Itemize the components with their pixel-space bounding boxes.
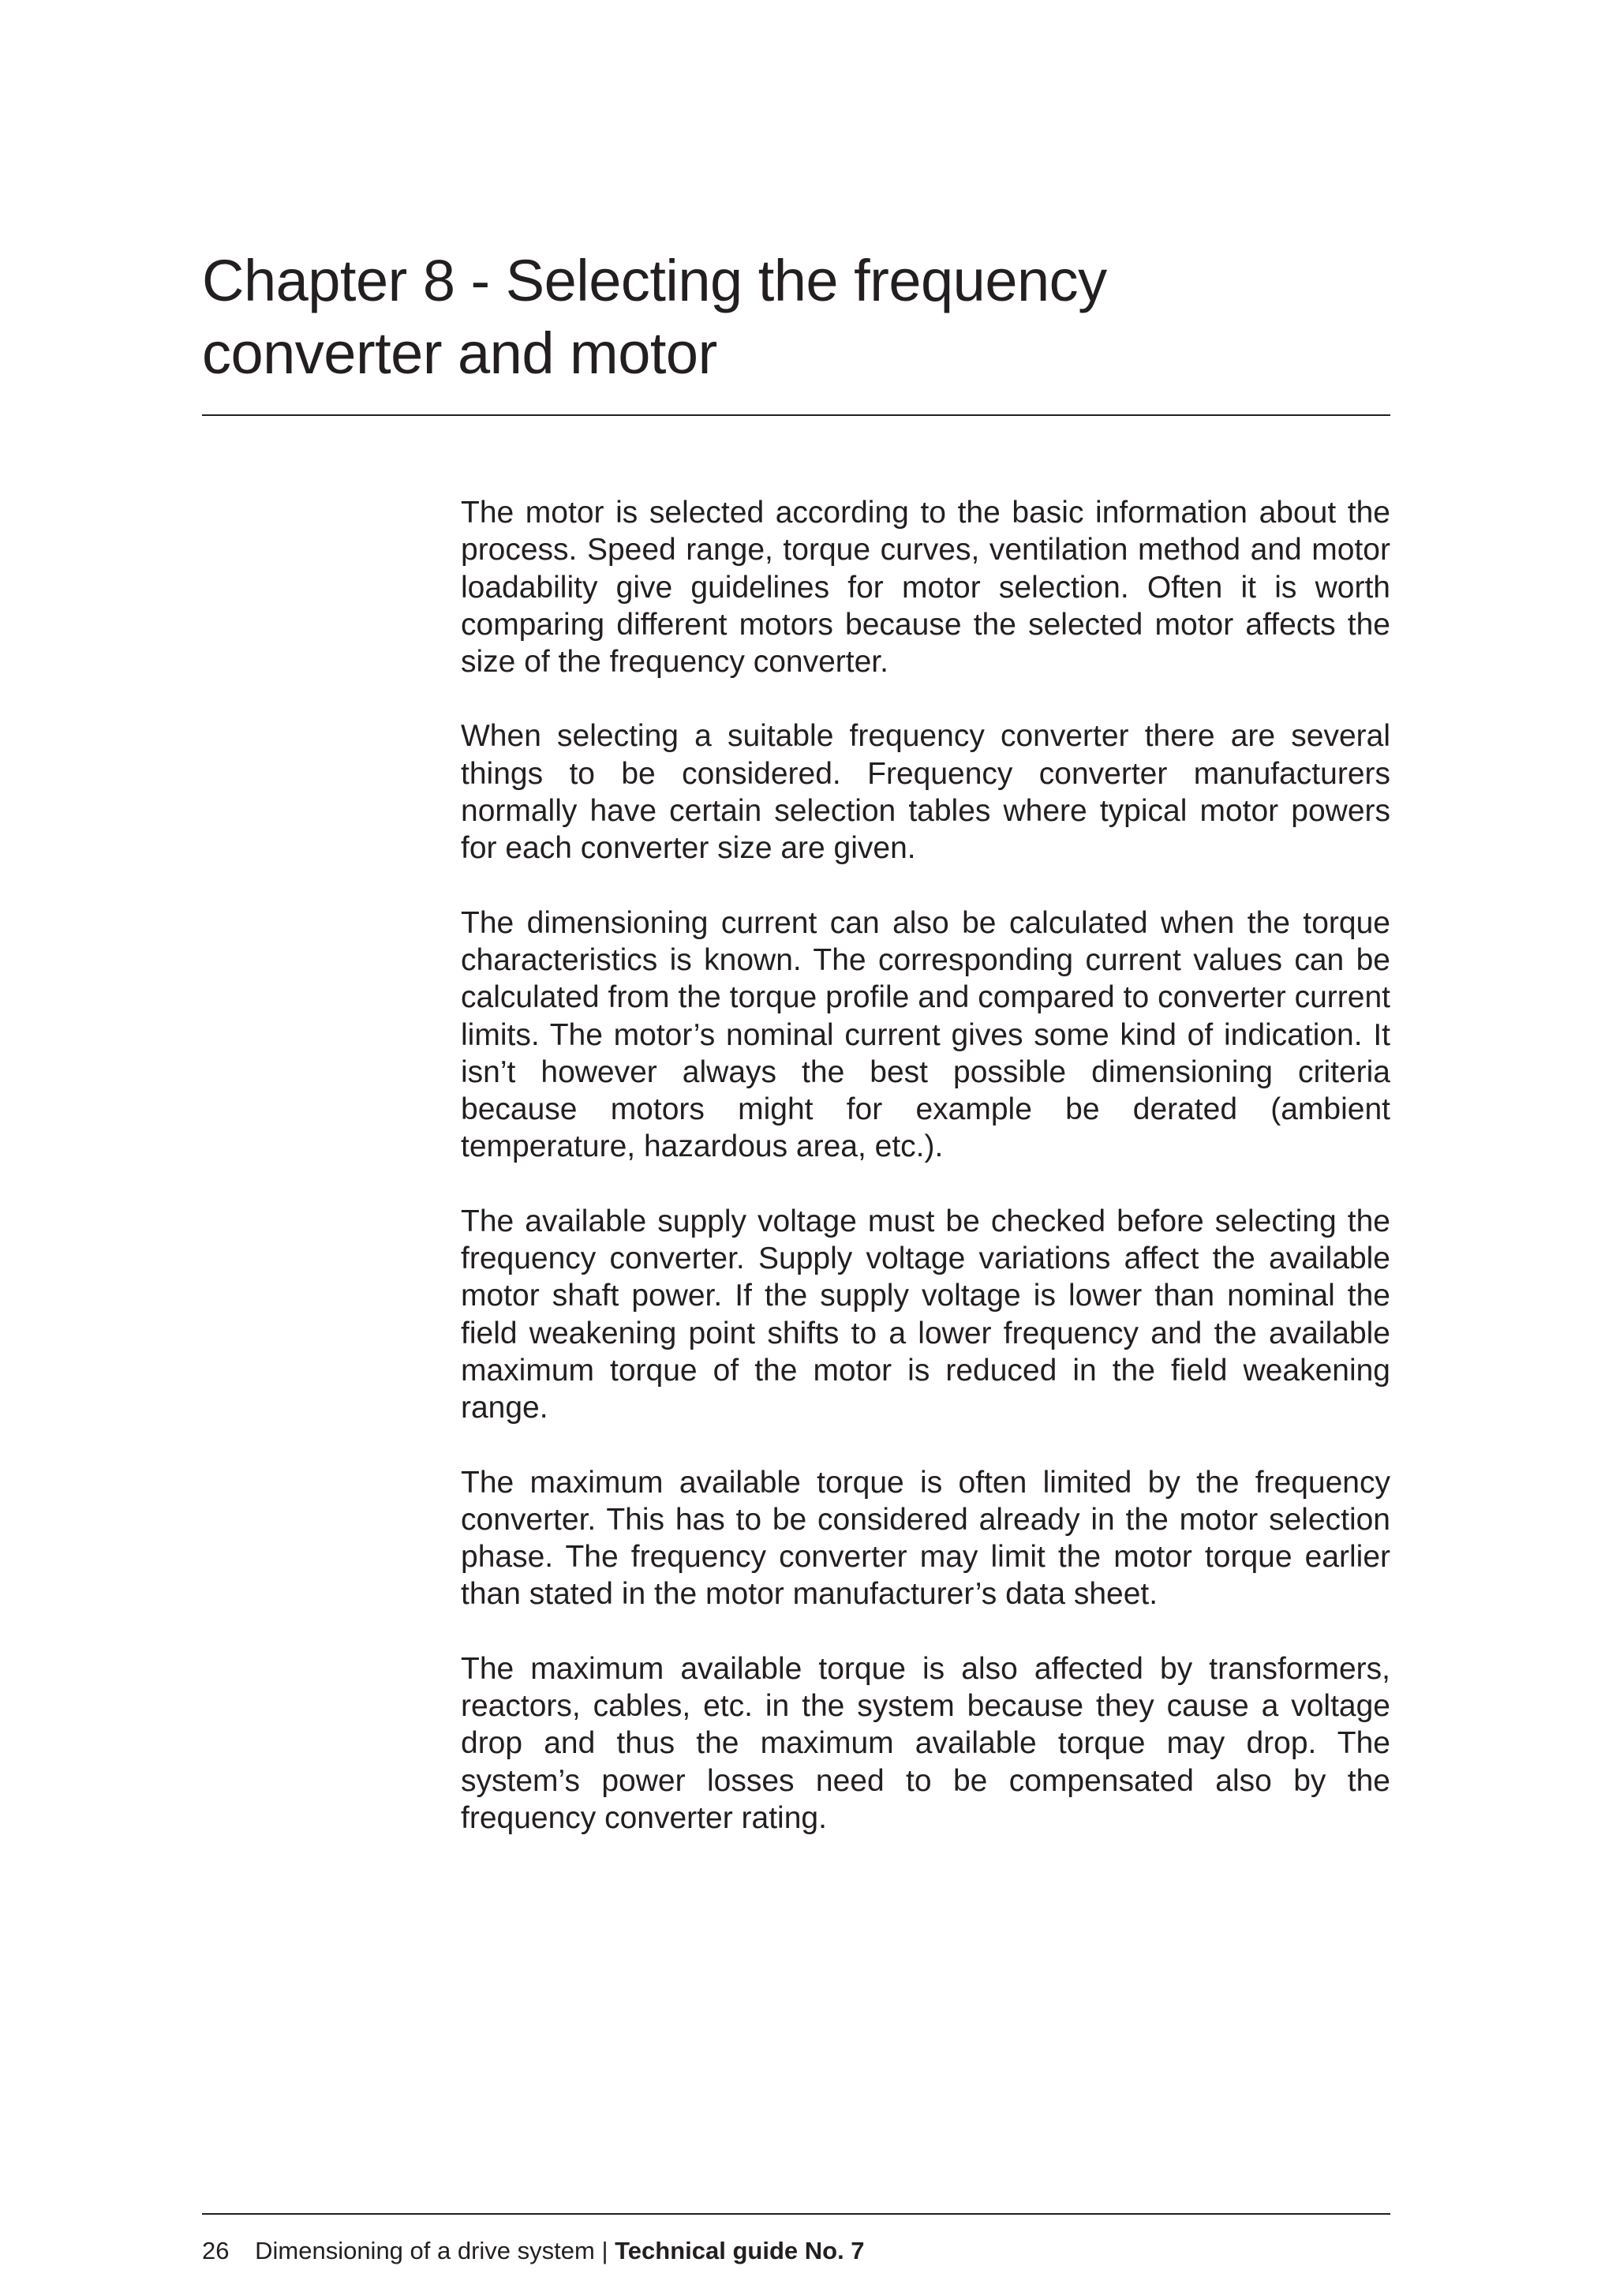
chapter-title-line-1: Chapter 8 - Selecting the frequency bbox=[202, 248, 1107, 313]
page-number: 26 bbox=[202, 2237, 230, 2264]
chapter-title bbox=[202, 245, 1386, 390]
page-footer bbox=[202, 2235, 865, 2267]
book-title: Dimensioning of a drive system bbox=[255, 2237, 595, 2264]
paragraph-system-losses: The maximum available torque is also affected by transformers, reactors, cables, etc. in the system because they cause a voltage drop and thus the maximum available torque may drop. The system’s power losses need to be compensated also by the frequency converter rating. bbox=[461, 1651, 1390, 1835]
footer-divider bbox=[202, 2213, 1390, 2215]
guide-title: Technical guide No. 7 bbox=[615, 2237, 865, 2264]
paragraph-maximum-torque: The maximum available torque is often limited by the frequency converter. This has to be considered already in the motor selection phase. The frequency converter may limit the motor torque earlier than stated in the motor manufacturer’s data sheet. bbox=[461, 1465, 1390, 1612]
paragraph-motor-selection: The motor is selected according to the basic information about the process. Speed range, torque curves, ventilation method and motor loadability give guidelines for motor selection. Often it is worth comparing different motors because the selected motor affects the size of the frequency converter. bbox=[461, 496, 1390, 680]
paragraph-supply-voltage: The available supply voltage must be checked before selecting the frequency converter. Supply voltage variations affect the available motor shaft power. If the supply voltage is lower than nominal the field weakening point shifts to a lower frequency and the available maximum torque of the motor is reduced in the field weakening range. bbox=[461, 1204, 1390, 1425]
body-text bbox=[461, 494, 1390, 1874]
title-divider bbox=[202, 414, 1390, 416]
footer-separator: | bbox=[601, 2237, 608, 2264]
paragraph-converter-selection: When selecting a suitable frequency converter there are several things to be considered. Frequency converter manufacturers normally have certain selection tables where typical motor powers for each converter size are given. bbox=[461, 719, 1390, 866]
chapter-title-line-2: converter and motor bbox=[202, 320, 717, 386]
paragraph-dimensioning-current: The dimensioning current can also be calculated when the torque characteristics is known. The corresponding current values can be calculated from the torque profile and compared to converter current limits. The motor’s nominal current gives some kind of indication. It isn’t however always the best possible dimensioning criteria because motors might for example be derated (ambient temperature, hazardous area, etc.). bbox=[461, 905, 1390, 1164]
